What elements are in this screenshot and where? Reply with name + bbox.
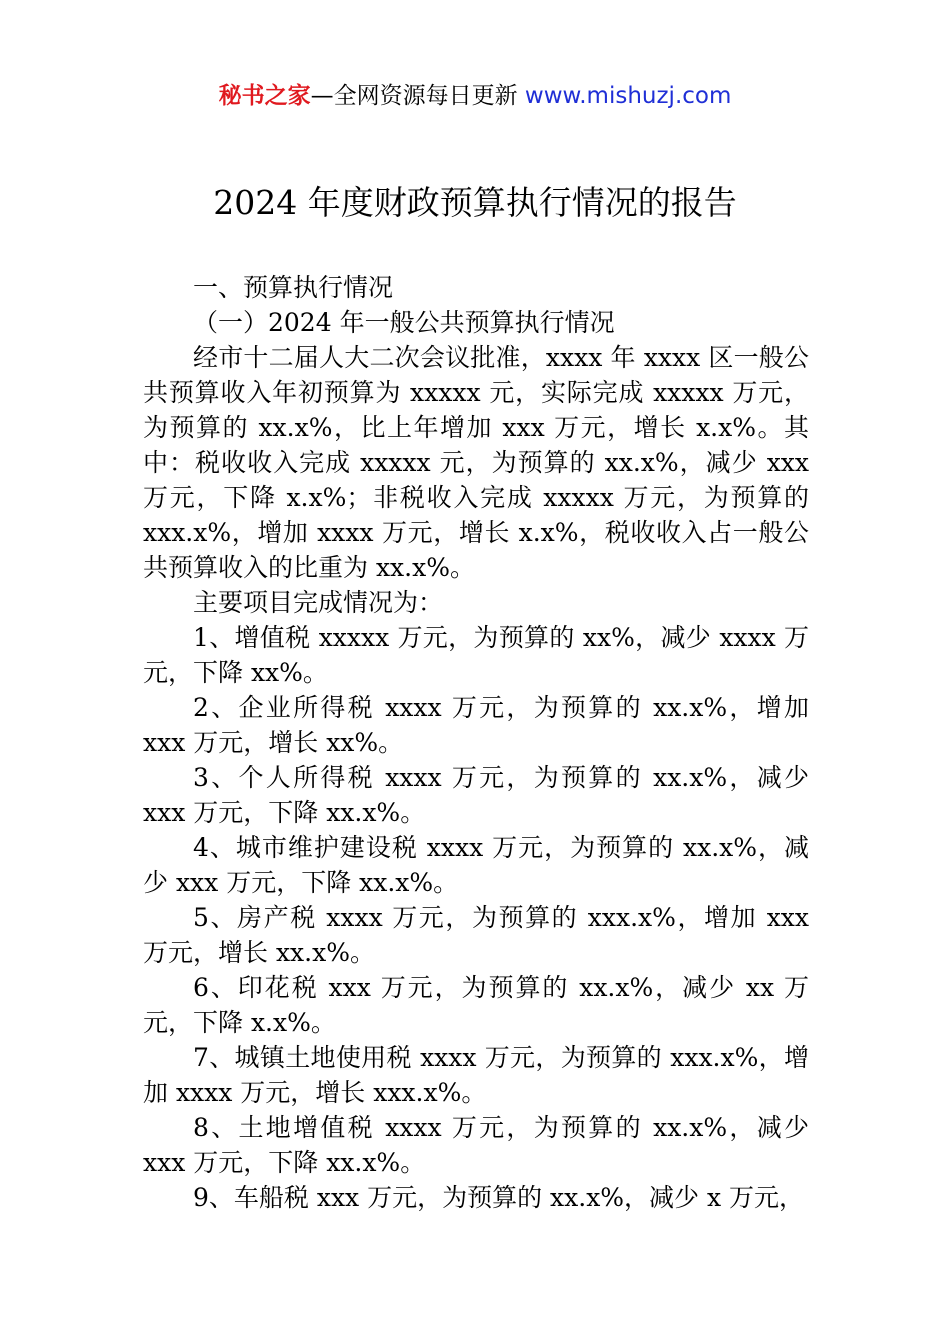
site-tagline: —全网资源每日更新 <box>310 83 525 109</box>
list-item: 8、土地增值税 xxxx 万元，为预算的 xx.x%，减少 xxx 万元，下降 xx.x%。 <box>143 1113 809 1177</box>
site-brand: 秘书之家 <box>218 83 311 109</box>
document-title: 2024 年度财政预算执行情况的报告 <box>213 183 737 222</box>
list-item: 6、印花税 xxx 万元，为预算的 xx.x%，减少 xx 万元，下降 x.x%。 <box>143 973 809 1037</box>
list-item: 3、个人所得税 xxxx 万元，为预算的 xx.x%，减少 xxx 万元，下降 xx.x%。 <box>143 763 809 827</box>
list-item: 7、城镇土地使用税 xxxx 万元，为预算的 xxx.x%，增加 xxxx 万元，增长 xxx.x%。 <box>143 1043 809 1107</box>
body-paragraph: 主要项目完成情况为： <box>193 588 444 617</box>
document-body <box>143 270 809 1215</box>
body-paragraph: 经市十二届人大二次会议批准，xxxx 年 xxxx 区一般公共预算收入年初预算为 xxxxx 元，实际完成 xxxxx 万元，为预算的 xx.x%，比上年增加 xxx 万元，增长 x.x%。其中：税收收入完成 xxxxx 元，为预算的 xx.x%，减少 xxx 万元，下降 x.x%；非税收入完成 xxxxx 万元，为预算的 xxx.x%，增加 xxxx 万元，增长 x.x%，税收收入占一般公共预算收入的比重为 xx.x%。 <box>143 343 809 582</box>
site-url[interactable]: www.mishuzj.com <box>524 83 732 109</box>
site-banner <box>0 80 950 112</box>
list-item: 9、车船税 xxx 万元，为预算的 xx.x%，减少 x 万元， <box>193 1183 805 1212</box>
list-item: 4、城市维护建设税 xxxx 万元，为预算的 xx.x%，减少 xxx 万元，下降 xx.x%。 <box>143 833 809 897</box>
section-heading: 一、预算执行情况 <box>193 273 394 302</box>
subsection-heading: （一）2024 年一般公共预算执行情况 <box>193 308 615 337</box>
list-item: 2、企业所得税 xxxx 万元，为预算的 xx.x%，增加 xxx 万元，增长 xx%。 <box>143 693 809 757</box>
list-item: 1、增值税 xxxxx 万元，为预算的 xx%，减少 xxxx 万元，下降 xx%。 <box>143 623 809 687</box>
list-item: 5、房产税 xxxx 万元，为预算的 xxx.x%，增加 xxx 万元，增长 xx.x%。 <box>143 903 809 967</box>
